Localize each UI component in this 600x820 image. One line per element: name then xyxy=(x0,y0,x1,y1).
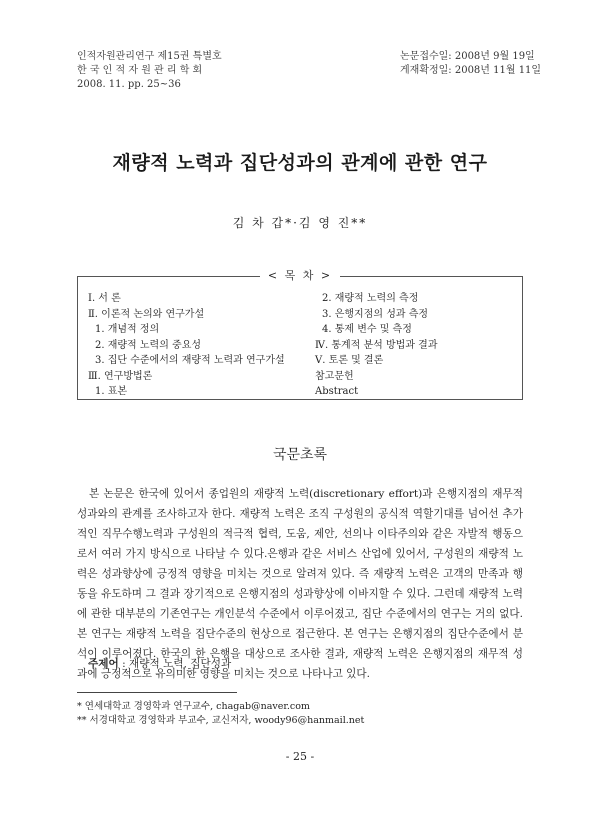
toc-item: 4. 통제 변수 및 측정 xyxy=(322,324,412,335)
toc-item: Ⅱ. 이론적 논의와 연구가설 xyxy=(88,308,205,320)
paper-title: 재량적 노력과 집단성과의 관계에 관한 연구 xyxy=(112,152,488,174)
submission-dates xyxy=(400,50,541,78)
toc-item: 1. 표본 xyxy=(95,386,128,397)
toc-item: Ⅳ. 통계적 분석 방법과 결과 xyxy=(315,339,438,351)
toc-heading: < 목 차 > xyxy=(78,269,522,283)
toc-item: Abstract xyxy=(315,386,359,397)
toc-item: 참고문헌 xyxy=(315,370,354,382)
keywords-value: 재량적 노력, 집단성과 xyxy=(129,658,232,670)
toc-item: Ⅰ. 서 론 xyxy=(88,293,121,304)
footnotes xyxy=(77,700,364,728)
toc-item: Ⅴ. 토론 및 결론 xyxy=(315,355,384,366)
keywords xyxy=(88,656,231,671)
toc-item: 3. 집단 수준에서의 재량적 노력과 연구가설 xyxy=(95,355,285,366)
received-date: 논문접수일: 2008년 9월 19일 xyxy=(400,51,535,62)
toc-item: 1. 개념적 정의 xyxy=(95,324,160,335)
paper-authors: 김 차 갑*·김 영 진** xyxy=(232,216,368,230)
accepted-date: 게재확정일: 2008년 11월 11일 xyxy=(400,65,542,76)
society-name: 한 국 인 적 자 원 관 리 학 회 xyxy=(77,65,203,76)
toc-item: Ⅲ. 연구방법론 xyxy=(88,370,153,382)
footnote-first-author: * 연세대학교 경영학과 연구교수, chagab@naver.com xyxy=(77,701,310,712)
issue-pages: 2008. 11. pp. 25~36 xyxy=(77,79,181,90)
footnote-divider xyxy=(77,692,237,693)
page-number: - 25 - xyxy=(285,750,315,763)
toc-left-column xyxy=(88,291,285,400)
abstract-body: 본 논문은 한국에 있어서 종업원의 재량적 노력(discretionary effort)과 은행지점의 재무적 성과와의 관계를 조사하고자 한다. 재량적 노력은 조직 구성원의 공식적 역할기대를 넘어선 추가적인 직무수행노력과 구성원의 적극적 협력, 도움, 제안, 선의나 이타주의와 같은 자발적 행동으로서 여러 가지 방식으로 나타날 수 있다.은행과 같은 서비스 산업에 있어서, 구성원의 재량적 노력은 성과향상에 긍정적 영향을 미치는 것으로 알려져 있다. 즉 재량적 노력은 고객의 만족과 행동을 유도하며 그 결과 장기적으로 은행지점의 성과향상에 이바지할 수 있다. 그런데 재량적 노력에 관한 대부분의 기존연구는 개인분석 수준에서 이루어졌고, 집단 수준에서의 연구는 거의 없다. 본 연구는 재량적 노력을 집단수준의 현상으로 접근한다. 본 연구는 은행지점의 집단수준에서 분석이 이루어졌다. 한국의 한 은행을 대상으로 조사한 결과, 재량적 노력은 은행지점의 재무적 성과에 긍정적으로 유의미한 영향을 미치는 것으로 나타나고 있다. xyxy=(77,488,523,680)
toc-item: 2. 재량적 노력의 중요성 xyxy=(95,339,202,351)
table-of-contents xyxy=(77,269,523,400)
keywords-label: 주제어 xyxy=(88,658,119,670)
journal-info xyxy=(77,50,222,92)
abstract-title: 국문초록 xyxy=(272,447,328,463)
journal-name: 인적자원관리연구 제15권 특별호 xyxy=(77,51,222,62)
toc-item: 3. 은행지점의 성과 측정 xyxy=(322,308,429,320)
keywords-separator: : xyxy=(118,658,130,670)
footnote-corresponding-author: ** 서경대학교 경영학과 부교수, 교신저자, woody96@hanmail.net xyxy=(77,715,365,726)
toc-right-column xyxy=(315,291,437,400)
toc-item: 2. 재량적 노력의 측정 xyxy=(322,293,419,304)
